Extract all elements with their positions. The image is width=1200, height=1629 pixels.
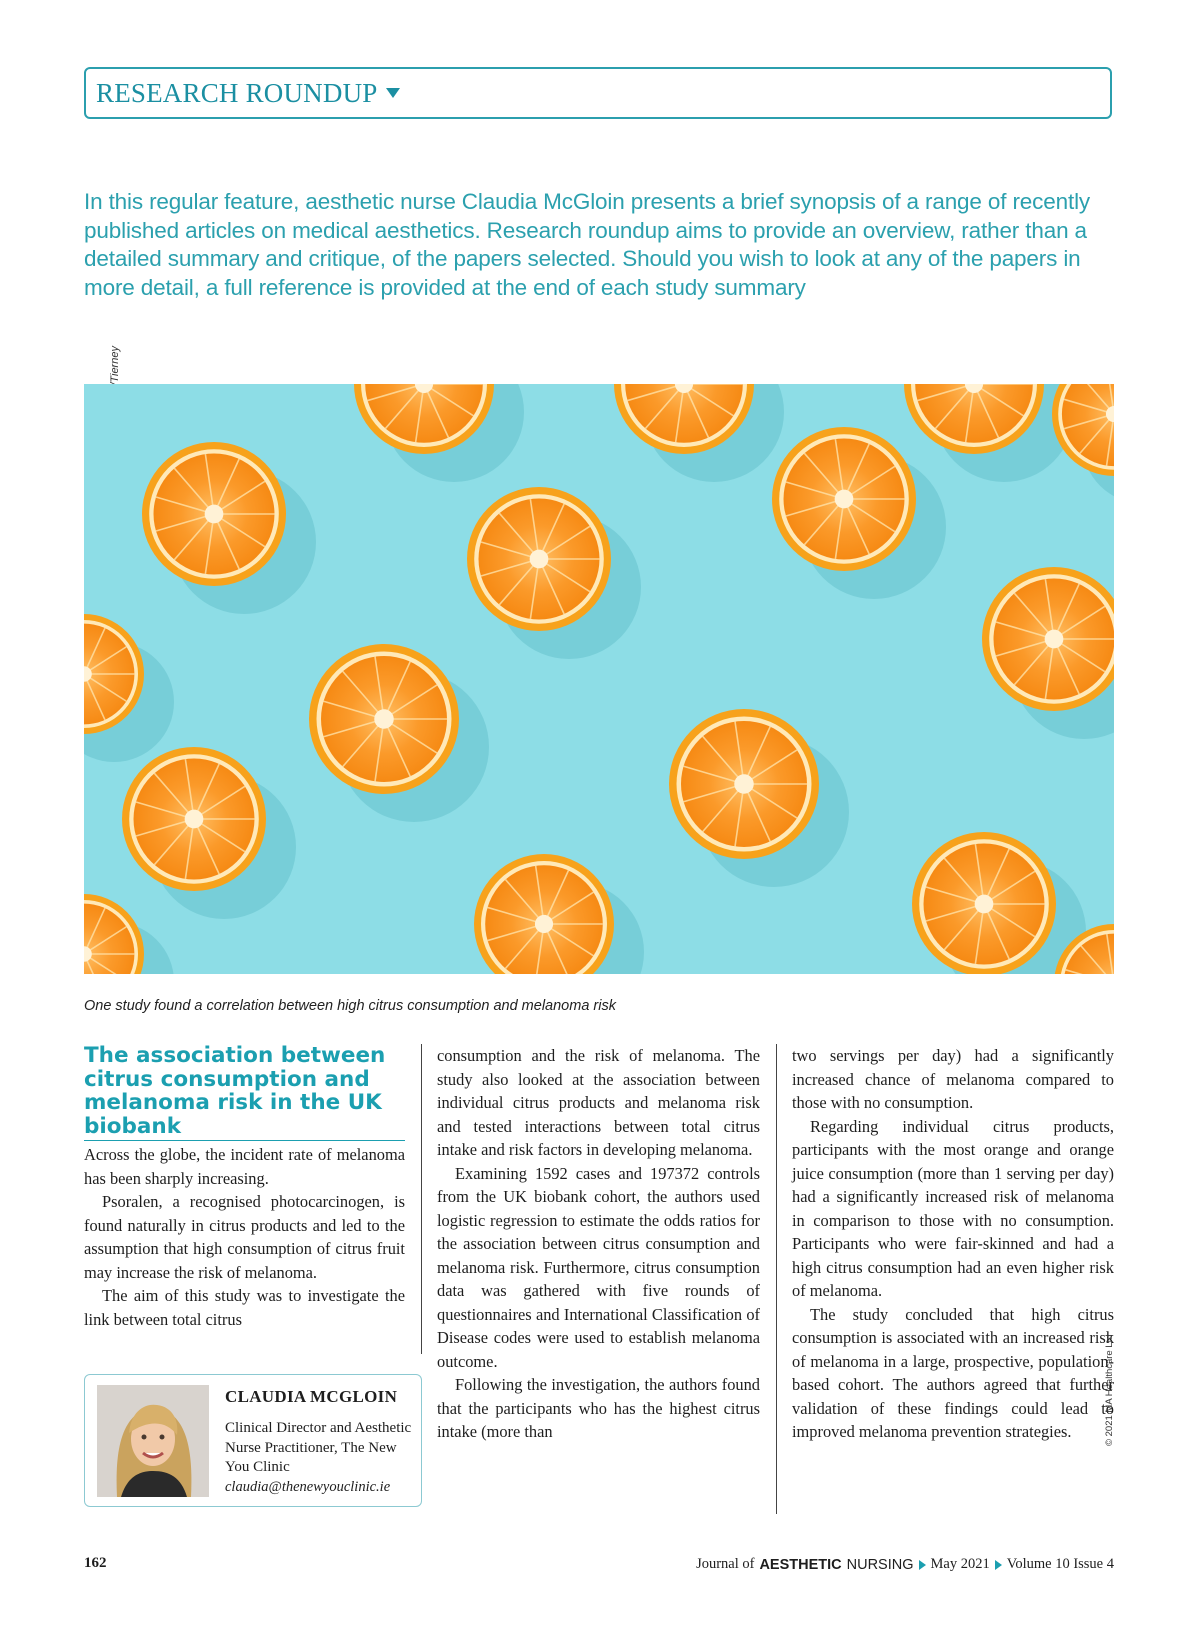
- journal-prefix: Journal of: [696, 1556, 755, 1572]
- orange-slices-illustration: [84, 384, 1114, 974]
- section-title: RESEARCH ROUNDUP: [96, 77, 378, 108]
- avatar: [97, 1385, 209, 1497]
- orange-slice: [122, 747, 296, 919]
- author-role: Clinical Director and Aesthetic Nurse Practitioner, The New You Clinic: [225, 1420, 412, 1475]
- intro-paragraph: In this regular feature, aesthetic nurse Claudia McGloin presents a brief synopsis of a range of recently published articles on medical aesthetics. Research roundup aims to provide an overview, rather than a detailed summary and critique, of the papers selected. Should you wish to look at any of the papers in more detail, a full reference is provided at the end of each study summary: [84, 189, 1091, 300]
- orange-slice: [904, 384, 1074, 482]
- hero-image-oranges: [84, 384, 1114, 974]
- volume-issue: Volume 10 Issue 4: [1006, 1556, 1114, 1572]
- paragraph: Across the globe, the incident rate of melanoma has been sharply increasing.: [84, 1145, 405, 1188]
- journal-name-suffix: NURSING: [846, 1556, 914, 1573]
- orange-slice: [474, 854, 644, 974]
- paragraph: Regarding individual citrus products, participants with the most orange and orange juice consumption (more than 1 serving per day) had a significantly increased risk of melanoma in comparison to those with no consumption. Participants who were fair-skinned and had a high citrus consumption had an even higher risk of melanoma.: [792, 1116, 1114, 1300]
- section-header: [84, 67, 1112, 119]
- paragraph: Examining 1592 cases and 197372 controls from the UK biobank cohort, the authors used logistic regression to estimate the odds ratios for the association between citrus consumption and melanoma risk. Furthermore, citrus consumption data was gathered with five rounds of questionnaires and International Classification of Disease codes were used to establish melanoma outcome.: [437, 1163, 760, 1371]
- orange-slice: [669, 709, 849, 887]
- orange-slice: [84, 614, 174, 762]
- author-email-link[interactable]: claudia@thenewyouclinic.ie: [225, 1479, 391, 1495]
- paragraph: two servings per day) had a significantly increased chance of melanoma compared to those with no consumption.: [792, 1046, 1114, 1112]
- paragraph: Psoralen, a recognised photocarcinogen, is found naturally in citrus products and led to the assumption that high consumption of citrus fruit may increase the risk of melanoma.: [84, 1192, 405, 1282]
- orange-slice: [84, 894, 174, 974]
- author-box: [84, 1374, 422, 1507]
- article-column-1: [84, 1044, 405, 1331]
- orange-slice: [309, 644, 489, 822]
- column-divider: [776, 1044, 777, 1514]
- article-title: The association between citrus consumption and melanoma risk in the UK biobank: [84, 1044, 405, 1141]
- orange-slice: [142, 442, 316, 614]
- author-name: CLAUDIA MCGLOIN: [225, 1387, 398, 1406]
- orange-slice: [982, 567, 1114, 739]
- article-column-2: [437, 1044, 760, 1444]
- orange-slice: [614, 384, 784, 482]
- orange-slice: [772, 427, 946, 599]
- journal-name-bold: AESTHETIC: [759, 1556, 842, 1573]
- page-number: 162: [84, 1555, 107, 1571]
- copyright-notice: © 2021 MA Healthcare Ltd: [1104, 1334, 1115, 1446]
- paragraph: The aim of this study was to investigate the link between total citrus: [84, 1286, 405, 1329]
- orange-slice: [354, 384, 524, 482]
- column-divider: [421, 1044, 422, 1354]
- orange-slice: [1052, 384, 1114, 504]
- paragraph: The study concluded that high citrus consumption is associated with an increased risk of melanoma in a large, prospective, population-based cohort. The authors agreed that further validation of these findings could lead to improved melanoma prevention strategies.: [792, 1304, 1114, 1441]
- issue-date: May 2021: [930, 1556, 990, 1572]
- paragraph: Following the investigation, the authors found that the participants who has the highest citrus intake (more than: [437, 1375, 760, 1441]
- article-column-3: [792, 1044, 1114, 1444]
- triangle-right-icon: [995, 1560, 1002, 1570]
- orange-slice: [912, 832, 1086, 974]
- image-caption: One study found a correlation between high citrus consumption and melanoma risk: [84, 998, 616, 1014]
- journal-footer: [696, 1556, 1114, 1573]
- triangle-down-icon: [386, 88, 400, 98]
- triangle-right-icon: [919, 1560, 926, 1570]
- orange-slice: [467, 487, 641, 659]
- paragraph: consumption and the risk of melanoma. The study also looked at the association between individual citrus products and melanoma risk and tested interactions between total citrus intake and risk factors in developing melanoma.: [437, 1046, 760, 1159]
